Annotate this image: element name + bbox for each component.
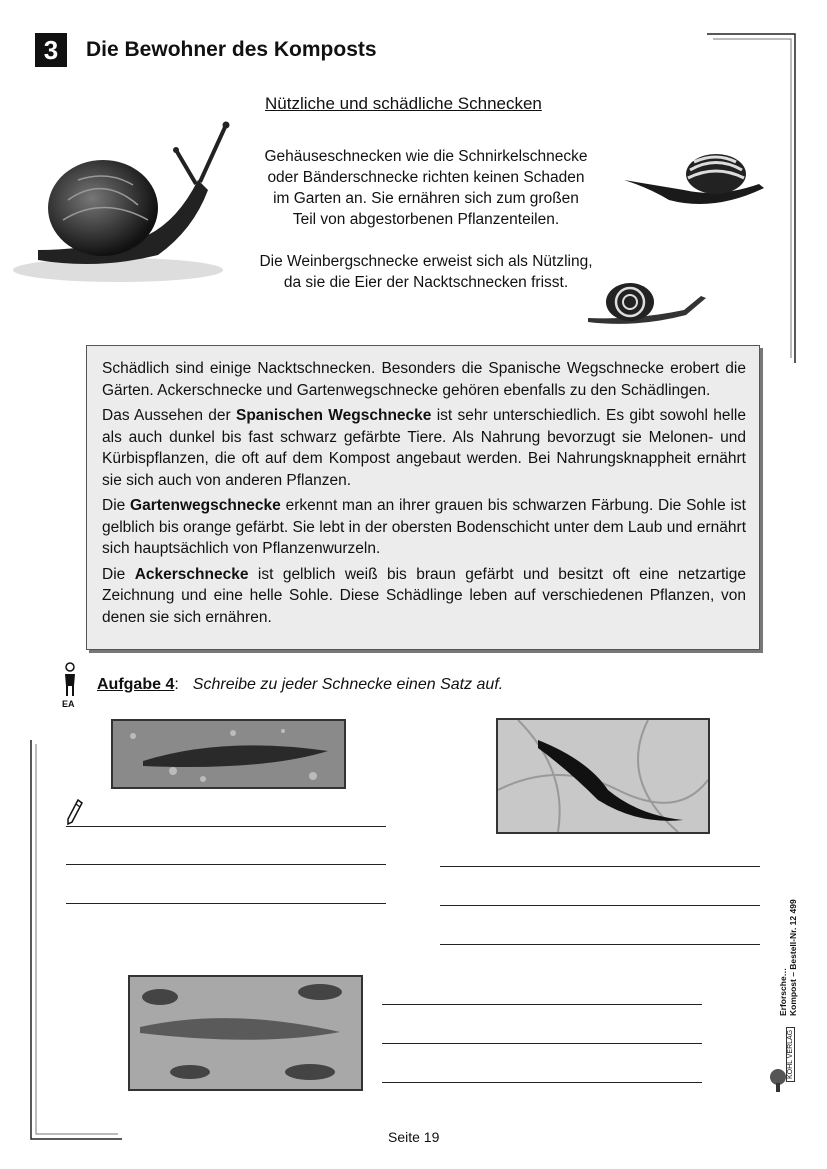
roman-snail-image xyxy=(8,120,233,285)
student-icon xyxy=(62,662,78,698)
slug-photo-2 xyxy=(496,718,710,834)
task-label: Aufgabe 4 xyxy=(97,676,175,693)
work-form-badge: EA xyxy=(62,699,75,709)
slug-photo-3 xyxy=(128,975,363,1091)
chapter-number: 3 xyxy=(35,33,67,67)
writing-line[interactable] xyxy=(382,1082,702,1083)
publisher-logo-text: KOHL VERLAG xyxy=(786,1027,795,1082)
writing-line[interactable] xyxy=(440,944,760,945)
tree-logo-icon xyxy=(768,1068,788,1092)
writing-line[interactable] xyxy=(440,905,760,906)
page-number: Seite 19 xyxy=(388,1129,440,1145)
writing-line[interactable] xyxy=(66,903,386,904)
small-snail-image xyxy=(586,280,708,328)
publisher-note: Erforsche… Kompost – Bestell-Nr. 12 499 xyxy=(778,899,798,1016)
page-title: Die Bewohner des Komposts xyxy=(86,38,377,61)
writing-line[interactable] xyxy=(382,1043,702,1044)
task-text: Schreibe zu jeder Schnecke einen Satz auf. xyxy=(192,676,504,693)
intro-paragraph: Gehäuseschnecken wie die Schnirkelschnecke oder Bänderschnecke richten keinen Schaden im Garten an. Sie ernähren sich zum großen Teil von abgestorbenen Pflanzenteilen. Die Weinbergschnecke erweist sich als Nützling, da sie die Eier der Nacktschnecken frisst. xyxy=(259,148,593,291)
info-box xyxy=(86,345,760,650)
section-subtitle: Nützliche und schädliche Schnecken xyxy=(265,94,542,113)
info-paragraph-1: Schädlich sind einige Nacktschnecken. Besonders die Spanische Wegschnecke erobert die Gärten. Ackerschnecke und Gartenwegschnecke gehören ebenfalls zu den Schädlingen. xyxy=(102,360,746,399)
slug-photo-1 xyxy=(111,719,346,789)
banded-snail-image xyxy=(624,150,766,218)
info-paragraph-3: Die Gartenwegschnecke erkennt man an ihrer grauen bis schwarzen Färbung. Die Sohle ist gelblich bis orange gefärbt. Sie lebt in der obersten Bodenschicht unter dem Laub und ernährt sich hauptsächlich von Pflanzenwurzeln. xyxy=(102,497,746,557)
task-line: Aufgabe 4: Schreibe zu jeder Schnecke einen Satz auf. xyxy=(97,676,504,693)
writing-line[interactable] xyxy=(440,866,760,867)
writing-line[interactable] xyxy=(66,864,386,865)
info-paragraph-2: Das Aussehen der Spanischen Wegschnecke ist sehr unterschiedlich. Es gibt sowohl helle als auch dunkel bis fast schwarz gefärbte Tiere. Als Nahrung bevorzugt sie Melonen- und Kürbispflanzen, die oft auf dem Kompost angebaut werden. Bei Nahrungsknappheit ernährt sie sich auch von anderen Pflanzen. xyxy=(102,407,746,489)
writing-line[interactable] xyxy=(66,826,386,827)
pencil-icon xyxy=(66,798,84,826)
writing-line[interactable] xyxy=(382,1004,702,1005)
info-paragraph-4: Die Ackerschnecke ist gelblich weiß bis braun gefärbt und besitzt oft eine netzartige Zeichnung und eine helle Sohle. Diese Schädlinge leben auf verschiedenen Pflanzen, von denen sie sich ernähren. xyxy=(102,565,746,626)
